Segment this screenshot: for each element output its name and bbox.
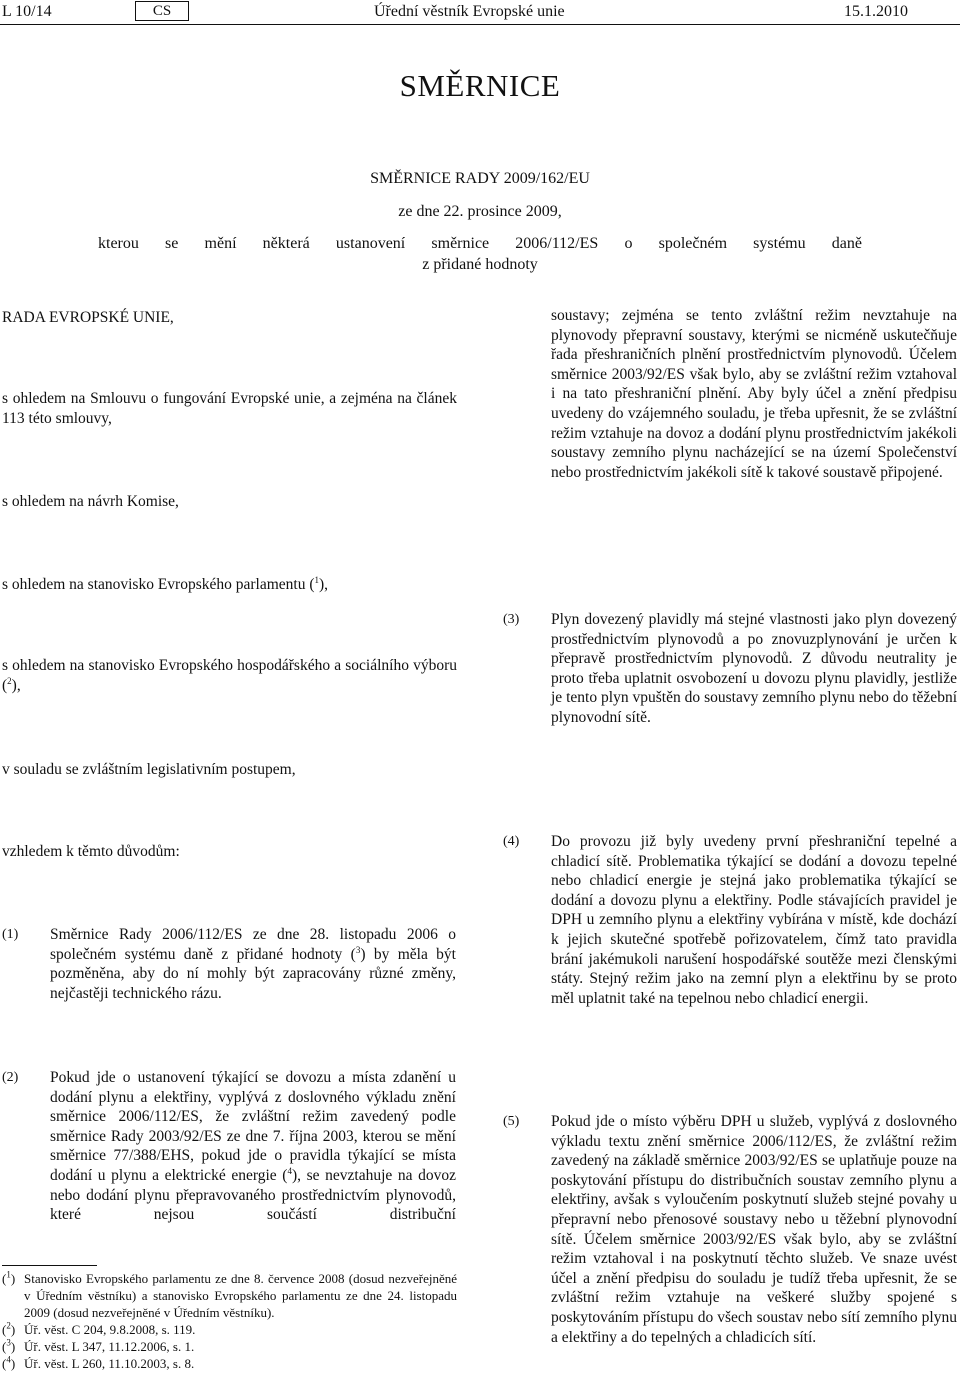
recital-3-text: Plyn dovezený plavidly má stejné vlastnosti jako plyn dovezený prostřednictvím plynovodů a po znovuzplynování je určen k přepravě prostřednictvím plynovodů. Z důvodu neutrality je proto třeba uplatnit osvobození u dovozu plynu plavidly, jestliže je tento plyn vpuštěn do soustavy zemního plynu nebo do těžební plynovodní sítě. bbox=[551, 611, 957, 726]
recital-1-number: (1) bbox=[2, 927, 19, 942]
whereas-heading: vzhledem k těmto důvodům: bbox=[2, 843, 180, 860]
directive-subject-line-2: z přidané hodnoty bbox=[422, 256, 538, 273]
recital-5-text: Pokud jde o místo výběru DPH u služeb, vyplývá z doslovného výkladu textu znění směrnice 2006/112/ES, že zvláštní režim zavedený na základě směrnice 2003/92/ES se uplatňuje pouze na poskytování přístupu do distribučních soustav zemního plynu a elektřiny, avšak s vyloučením poskytnutí služeb stejné povahy u přepravní nebo přenosové soustavy nebo u těžební plynovodní sítě. Účelem směrnice 2003/92/ES však bylo, aby se zvláštní režim vztahoval i na poskytnutí těchto služeb. Ve snaze uvést účel a znění předpisu do souladu je tudíž třeba upřesnit, že se zvláštní režim vztahuje na veškeré služby spojené s poskytováním přístupu do všech soustav nebo sítí zemního plynu a elektřiny a do tepelných a chladicích sítí. bbox=[551, 1113, 957, 1346]
recital-4-number: (4) bbox=[503, 834, 520, 849]
page-ref: L 10/14 bbox=[2, 3, 52, 20]
recital-4-text: Do provozu již byly uvedeny první přeshraniční tepelné a chladicí sítě. Problematika týkající se dodání a dovozu tepelné nebo chladicí energie je stejná jako problematika týkající se dodání a dovozu plynu a elektřiny. Podle stávajících pravidel je DPH u zemního plynu a elektřiny vybírána v místě, kde dochází k jejich skutečné spotřebě pořizovatelem, čímž tato pravidla brání jakémukoli narušení hospodářské soutěže mezi členskými státy. Stejný režim jako na zemní plyn a elektřinu by se proto měl uplatnit také na tepelnou nebo chladicí energii. bbox=[551, 833, 957, 1007]
citation-parliament: s ohledem na stanovisko Evropského parlamentu ($^1$), bbox=[2, 574, 329, 593]
directive-subject-line-1: kterou se mění některá ustanovení směrnice 2006/112/ES o společném systému daně bbox=[98, 235, 862, 252]
footnote-ref-4: 4 bbox=[287, 1165, 292, 1176]
footnote-ref-1: 1 bbox=[314, 574, 320, 585]
recital-3-number: (3) bbox=[503, 612, 520, 627]
citation-treaty: s ohledem na Smlouvu o fungování Evropské unie, a zejména na článek 113 této smlouvy, bbox=[2, 390, 457, 427]
footnote-rule bbox=[2, 1265, 97, 1266]
directive-date: ze dne 22. prosince 2009, bbox=[398, 203, 562, 220]
footnote-1: ($^1$) Stanovisko Evropského parlamentu ze dne 8. července 2008 (dosud nezveřejněné v Úředním věstníku) a stanovisko Evropského parlamentu ze dne 24. listopadu 2009 (dosud nezveřejněné v Úředním věstníku). bbox=[2, 1269, 457, 1320]
footnote-ref-3: 3 bbox=[355, 944, 361, 955]
language-badge: CS bbox=[135, 1, 189, 21]
footnote-3: ($^3$) Úř. věst. L 347, 11.12.2006, s. 1. bbox=[2, 1337, 195, 1354]
recital-2-text: Pokud jde o ustanovení týkající se dovozu a místa zdanění u dodání plynu a elektřiny, vyplývá z doslovného výkladu znění směrnice 2006/112/ES, že zvláštní režim zavedený podle směrnice Rady 2003/92/ES ze dne 7. října 2003, kterou se mění směrnice 77/388/EHS, pokud jde o pravidla týkající se místa dodání u plynu a elektrické energie ($^4$), se nevztahuje na dovoz nebo dodání plynu přepravovaného prostřednictvím plynovodů, které nejsou součástí distribuční bbox=[50, 1069, 457, 1224]
document-type-title: SMĚRNICE bbox=[399, 68, 561, 103]
directive-title: SMĚRNICE RADY 2009/162/EU bbox=[370, 170, 590, 187]
publication-date: 15.1.2010 bbox=[844, 3, 908, 20]
recital-2-continuation: soustavy; zejména se tento zvláštní režim nevztahuje na plynovody přepravní soustavy, kterými se nicméně uskutečňuje řada přeshraničních plnění prostřednictvím plynovodů. Účelem směrnice 2003/92/ES však bylo, aby se zvláštní režim vztahoval i na tato přeshraniční plnění. Aby byly účel a znění předpisu uvedeny do vzájemného souladu, je třeba upřesnit, že se zvláštní režim vztahuje na dovoz a dodání plynu prostřednictvím jakékoli soustavy zemního plynu nacházející se na území Společenství nebo prostřednictvím jakékoli sítě k takové soustavě připojené. bbox=[551, 307, 957, 481]
recital-2-number: (2) bbox=[2, 1070, 19, 1085]
footnote-4: ($^4$) Úř. věst. L 260, 11.10.2003, s. 8. bbox=[2, 1354, 195, 1371]
footnote-ref-2: 2 bbox=[7, 675, 12, 686]
header-rule bbox=[0, 24, 960, 25]
citation-esc: s ohledem na stanovisko Evropského hospodářského a sociálního výboru ($^2$), bbox=[2, 657, 457, 694]
footnote-2: ($^2$) Úř. věst. C 204, 9.8.2008, s. 119. bbox=[2, 1320, 196, 1337]
journal-title: Úřední věstník Evropské unie bbox=[374, 3, 565, 20]
citation-proposal: s ohledem na návrh Komise, bbox=[2, 493, 179, 510]
council-heading: RADA EVROPSKÉ UNIE, bbox=[2, 309, 174, 326]
footnotes bbox=[2, 1270, 457, 1372]
recital-1-text: Směrnice Rady 2006/112/ES ze dne 28. listopadu 2006 o společném systému daně z přidané hodnoty ($^3$) by měla být pozměněna, aby do ní mohly být zapracovány různé změny, nejčastěji technického rázu. bbox=[50, 926, 456, 1002]
citation-procedure: v souladu se zvláštním legislativním postupem, bbox=[2, 761, 296, 778]
recital-5-number: (5) bbox=[503, 1114, 520, 1129]
